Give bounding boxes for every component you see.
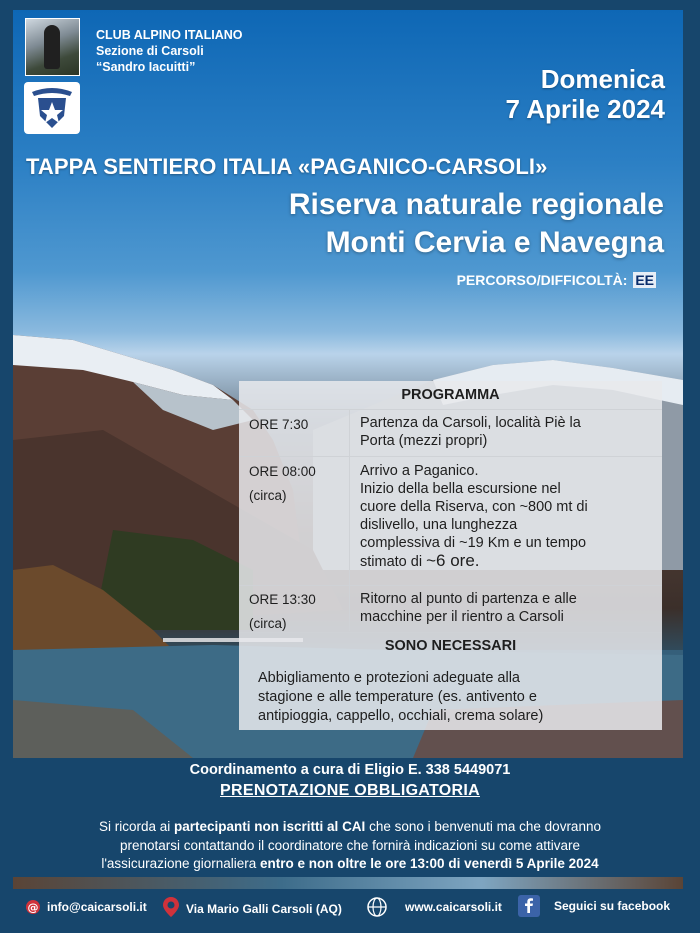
needs-line: antipioggia, cappello, occhiali, crema solare)	[258, 708, 544, 724]
desc-line: macchine per il rientro a Carsoli	[360, 609, 564, 625]
duration-highlight: ~6 ore.	[426, 551, 480, 570]
date-weekday: Domenica	[540, 64, 665, 94]
program-row	[239, 585, 662, 632]
event-date	[506, 64, 665, 124]
at-icon	[25, 899, 41, 915]
globe-icon	[365, 895, 391, 919]
difficulty-label: PERCORSO/DIFFICOLTÀ:	[456, 272, 628, 288]
row-time-note: (circa)	[249, 488, 287, 503]
needs-text	[258, 669, 653, 726]
desc-line: cuore della Riserva, con ~800 mt di	[360, 499, 588, 515]
desc-line: dislivello, una lunghezza	[360, 517, 518, 533]
club-line-1: CLUB ALPINO ITALIANO	[96, 28, 243, 42]
club-name	[96, 27, 243, 75]
desc-line: Porta (mezzi propri)	[360, 433, 488, 449]
date-day: 7 Aprile 2024	[505, 94, 665, 124]
footer-photo-strip	[13, 877, 683, 889]
desc-line: Arrivo a Paganico.	[360, 463, 479, 479]
desc-text: stimato di	[360, 554, 427, 570]
row-time-value: ORE 08:00	[249, 464, 316, 479]
stage-title: TAPPA SENTIERO ITALIA «PAGANICO-CARSOLI»	[26, 154, 548, 179]
row-description	[360, 590, 655, 626]
note-text: che sono i benvenuti ma che dovranno	[365, 819, 601, 834]
difficulty-value: EE	[635, 272, 654, 288]
coordinator: Coordinamento a cura di Eligio E. 338 5449071	[189, 762, 511, 778]
svg-text:@: @	[27, 901, 39, 914]
note-line-3	[20, 855, 680, 874]
desc-line: Ritorno al punto di partenza e alle	[360, 591, 577, 607]
note-bold: partecipanti non iscritti al CAI	[174, 819, 366, 834]
row-description	[360, 414, 655, 450]
footer-bar	[13, 889, 683, 926]
facebook-link[interactable]: Seguici su facebook	[554, 899, 671, 913]
insurance-note	[20, 818, 680, 874]
reserve-title-line-2: Monti Cervia e Navegna	[325, 226, 664, 259]
footer-facebook[interactable]	[518, 895, 670, 917]
needs-heading-row	[239, 632, 662, 658]
location-pin-icon	[162, 896, 180, 918]
website-link[interactable]: www.caicarsoli.it	[405, 900, 502, 914]
needs-line: Abbigliamento e protezioni adeguate alla	[258, 670, 520, 686]
difficulty	[457, 272, 656, 288]
row-time: ORE 7:30	[249, 417, 309, 432]
row-time	[249, 588, 344, 636]
note-line-2: prenotarsi contattando il coordinatore che fornirà indicazioni su come attivare	[119, 837, 580, 853]
club-line-2: Sezione di Carsoli	[96, 44, 204, 58]
reserve-title	[289, 186, 664, 262]
program-table	[239, 381, 662, 730]
facebook-icon	[518, 895, 540, 917]
program-row	[239, 456, 662, 585]
booking-text: PRENOTAZIONE OBBLIGATORIA	[220, 782, 480, 799]
program-row	[239, 409, 662, 456]
desc-line	[360, 552, 655, 571]
reserve-title-line-1: Riserva naturale regionale	[288, 188, 664, 221]
desc-line: Partenza da Carsoli, località Piè la	[360, 415, 581, 431]
row-time	[249, 460, 344, 508]
booking-required	[0, 782, 700, 800]
email-link[interactable]: info@caicarsoli.it	[47, 900, 147, 914]
needs-line: stagione e alle temperature (es. antivento e	[258, 689, 537, 705]
footer-email[interactable]	[25, 899, 147, 915]
footer-address	[162, 896, 342, 918]
desc-line: complessiva di ~19 Km e un tempo	[360, 535, 587, 551]
club-line-3: “Sandro Iacuitti”	[96, 60, 196, 74]
row-time-value: ORE 13:30	[249, 592, 316, 607]
note-line-1	[20, 818, 680, 837]
row-time-note: (circa)	[249, 616, 287, 631]
note-text: Si ricorda ai	[99, 819, 175, 834]
program-heading: PROGRAMMA	[401, 387, 500, 403]
cai-logo	[24, 82, 80, 134]
needs-heading: SONO NECESSARI	[384, 638, 517, 654]
desc-line: Inizio della bella escursione nel	[360, 481, 561, 497]
mountaineer-logo	[25, 18, 80, 76]
note-text: l'assicurazione giornaliera	[101, 856, 261, 871]
footer-website[interactable]	[365, 895, 502, 919]
address-text: Via Mario Galli Carsoli (AQ)	[186, 901, 342, 916]
row-description	[360, 462, 655, 571]
note-bold: entro e non oltre le ore 13:00 di venerdì 5 Aprile 2024	[260, 856, 599, 871]
